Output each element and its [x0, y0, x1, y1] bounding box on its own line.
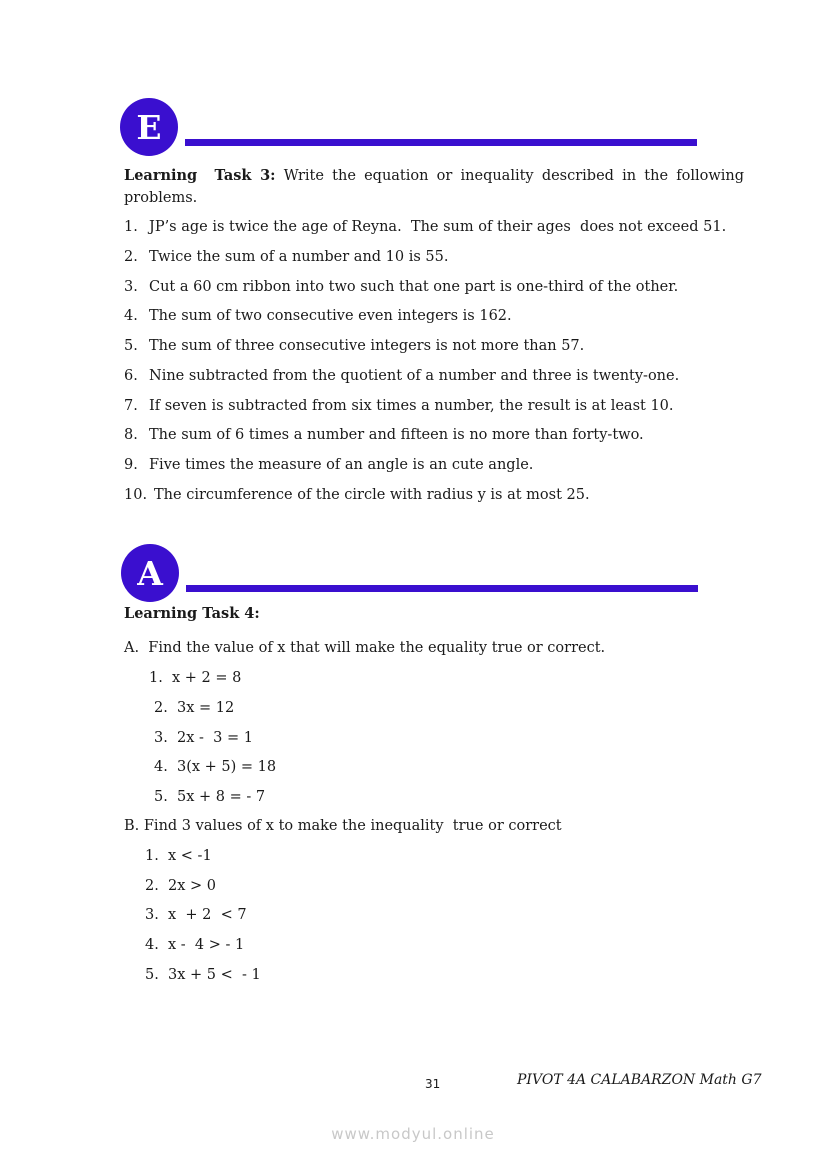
item-text: 2x > 0: [168, 878, 216, 894]
problem-number: 1.: [124, 219, 138, 235]
page-number: 31: [425, 1077, 441, 1091]
section-e-badge: [120, 98, 178, 156]
item-text: 3(x + 5) = 18: [177, 759, 277, 775]
task3-problem: [124, 217, 726, 237]
problem-number: 9.: [124, 457, 138, 473]
part-a-item: [154, 757, 276, 777]
part-b-item: [145, 905, 247, 925]
part-a-item: [154, 787, 265, 807]
problem-text: JP’s age is twice the age of Reyna. The sum of their ages does not exceed 51.: [149, 219, 727, 235]
item-text: 5x + 8 = - 7: [177, 789, 266, 805]
problem-text: If seven is subtracted from six times a number, the result is at least 10.: [149, 398, 674, 414]
task4-label: Learning Task 4:: [124, 605, 260, 622]
task3-instruction: [124, 165, 744, 209]
item-number: 2.: [145, 878, 159, 894]
part-b-heading: B. Find 3 values of x to make the inequality true or correct: [124, 818, 562, 834]
item-number: 1.: [145, 848, 159, 864]
task3-problem: [124, 396, 674, 416]
part-b-item: [145, 846, 212, 866]
task3-problem: [124, 336, 584, 356]
item-text: x - 4 > - 1: [168, 937, 245, 953]
problem-text: The sum of two consecutive even integers is 162.: [149, 308, 512, 324]
item-text: 2x - 3 = 1: [177, 730, 253, 746]
task3-problem: [124, 455, 533, 475]
part-a-item: [154, 728, 253, 748]
part-b-item: [145, 965, 261, 985]
item-text: 3x + 5 < - 1: [168, 967, 261, 983]
task3-problem: [124, 485, 590, 505]
problem-text: Nine subtracted from the quotient of a number and three is twenty-one.: [149, 368, 680, 384]
problem-text: The sum of 6 times a number and fifteen is no more than forty-two.: [149, 427, 644, 443]
watermark: www.modyul.online: [331, 1125, 495, 1143]
task3-problem: [124, 247, 448, 267]
part-a-item: [149, 668, 241, 688]
item-number: 5.: [145, 967, 159, 983]
problem-text: Five times the measure of an angle is an cute angle.: [149, 457, 534, 473]
part-a-heading: A. Find the value of x that will make the equality true or correct.: [124, 640, 606, 656]
problem-text: The circumference of the circle with radius y is at most 25.: [154, 487, 590, 503]
task3-problem: [124, 425, 644, 445]
problem-number: 4.: [124, 308, 138, 324]
item-number: 4.: [154, 759, 168, 775]
section-a-badge: [121, 544, 179, 602]
part-a-item: [154, 698, 234, 718]
item-text: x + 2 = 8: [172, 670, 242, 686]
problem-number: 6.: [124, 368, 138, 384]
problem-number: 3.: [124, 279, 138, 295]
item-number: 3.: [154, 730, 168, 746]
item-text: x + 2 < 7: [168, 907, 247, 923]
footer-title: PIVOT 4A CALABARZON Math G7: [517, 1072, 762, 1088]
item-number: 5.: [154, 789, 168, 805]
task3-label: Learning Task 3:: [124, 167, 276, 184]
item-number: 3.: [145, 907, 159, 923]
section-a-letter: A: [137, 553, 163, 593]
task3-instruction-text: Write the equation or inequality described in the following problems.: [124, 168, 745, 206]
problem-text: The sum of three consecutive integers is not more than 57.: [149, 338, 585, 354]
problem-number: 10.: [124, 487, 148, 503]
part-b-item: [145, 876, 216, 896]
problem-number: 8.: [124, 427, 138, 443]
problem-number: 7.: [124, 398, 138, 414]
task3-problem: [124, 306, 512, 326]
section-a-rule: [186, 585, 698, 592]
item-text: 3x = 12: [177, 700, 235, 716]
item-number: 2.: [154, 700, 168, 716]
problem-number: 2.: [124, 249, 138, 265]
item-number: 1.: [149, 670, 163, 686]
item-number: 4.: [145, 937, 159, 953]
problem-text: Twice the sum of a number and 10 is 55.: [149, 249, 449, 265]
section-e-letter: E: [136, 107, 162, 147]
section-e-rule: [185, 139, 697, 146]
part-b-item: [145, 935, 244, 955]
problem-text: Cut a 60 cm ribbon into two such that one part is one-third of the other.: [149, 279, 679, 295]
item-text: x < -1: [168, 848, 212, 864]
task3-problem: [124, 366, 679, 386]
task3-problem: [124, 277, 678, 297]
problem-number: 5.: [124, 338, 138, 354]
